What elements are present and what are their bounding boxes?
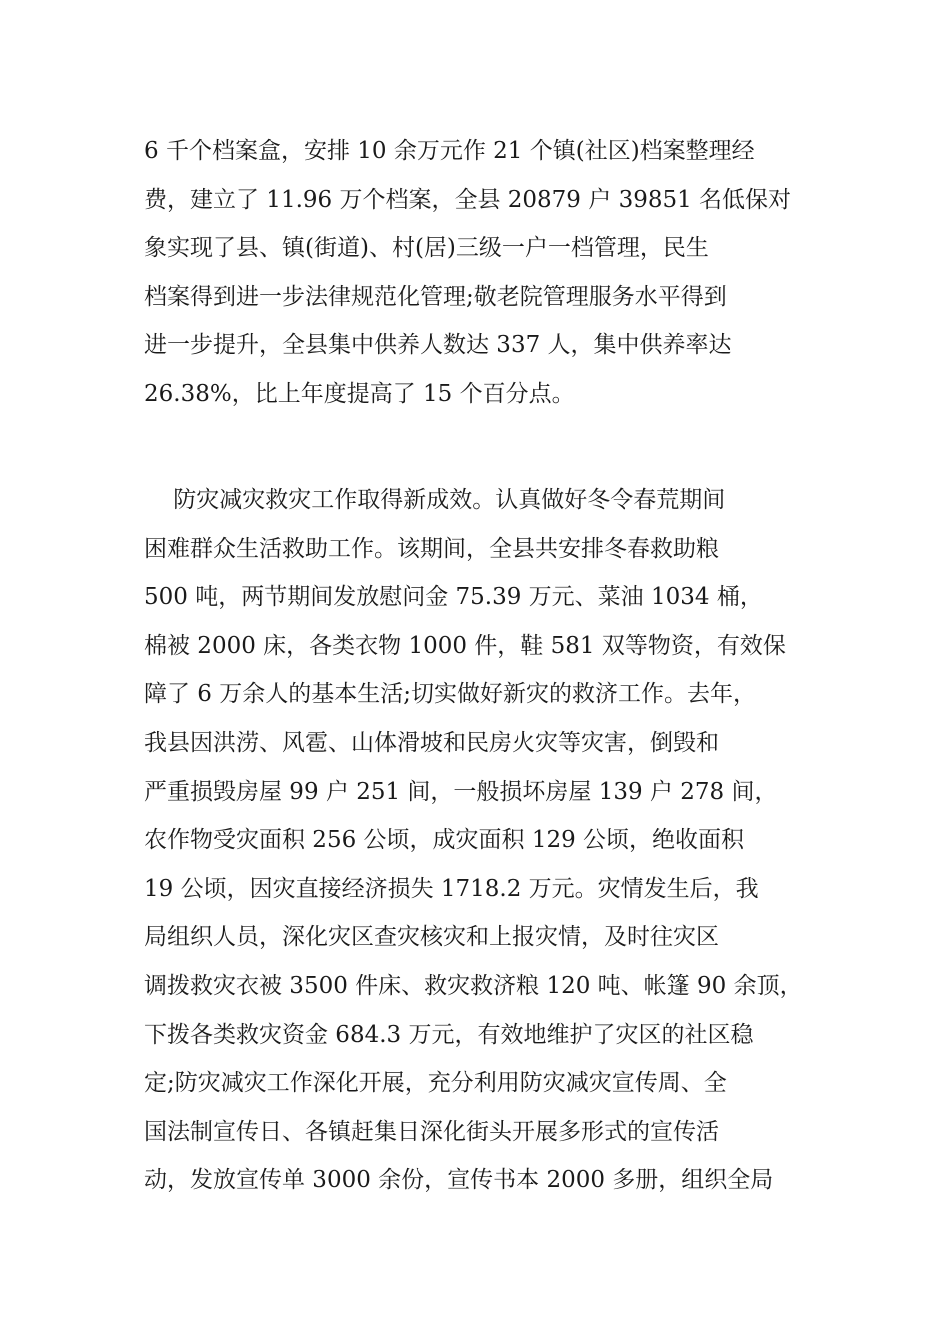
paragraph-1 (144, 127, 834, 419)
text-line: 500 吨，两节期间发放慰问金 75.39 万元、菜油 1034 桶， (144, 584, 763, 611)
text-line: 下拨各类救灾资金 684.3 万元，有效地维护了灾区的社区稳 (144, 1021, 754, 1048)
text-line: 我县因洪涝、风雹、山体滑坡和民房火灾等灾害，倒毁和 (144, 729, 719, 756)
text-line: 26.38%，比上年度提高了 15 个百分点。 (144, 380, 575, 407)
text-line: 防灾减灾救灾工作取得新成效。认真做好冬令春荒期间 (144, 487, 726, 513)
text-line: 档案得到进一步法律规范化管理;敬老院管理服务水平得到 (144, 283, 727, 310)
text-line: 障了 6 万余人的基本生活;切实做好新灾的救济工作。去年， (144, 681, 757, 708)
text-line: 费，建立了 11.96 万个档案，全县 20879 户 39851 名低保对 (144, 186, 792, 213)
text-line: 进一步提升，全县集中供养人数达 337 人，集中供养率达 (144, 332, 732, 359)
text-line: 19 公顷，因灾直接经济损失 1718.2 万元。灾情发生后，我 (144, 875, 759, 902)
paragraph-2 (144, 476, 834, 1205)
text-line: 调拨救灾衣被 3500 件床、救灾救济粮 120 吨、帐篷 90 余顶， (144, 972, 803, 999)
text-line: 局组织人员，深化灾区查灾核灾和上报灾情，及时往灾区 (144, 924, 719, 951)
text-line: 困难群众生活救助工作。该期间，全县共安排冬春救助粮 (144, 535, 719, 562)
text-line: 动，发放宣传单 3000 余份，宣传书本 2000 多册，组织全局 (144, 1167, 774, 1194)
text-line: 6 千个档案盒，安排 10 余万元作 21 个镇(社区)档案整理经 (144, 138, 755, 164)
text-line: 农作物受灾面积 256 公顷，成灾面积 129 公顷，绝收面积 (144, 827, 745, 854)
text-line: 象实现了县、镇(街道)、村(居)三级一户一档管理，民生 (144, 235, 709, 262)
text-line: 严重损毁房屋 99 户 251 间，一般损坏房屋 139 户 278 间， (144, 778, 778, 805)
text-line: 棉被 2000 床，各类衣物 1000 件，鞋 581 双等物资，有效保 (144, 632, 786, 659)
text-line: 国法制宣传日、各镇赶集日深化街头开展多形式的宣传活 (144, 1118, 719, 1145)
text-line: 定;防灾减灾工作深化开展，充分利用防灾减灾宣传周、全 (144, 1070, 727, 1097)
